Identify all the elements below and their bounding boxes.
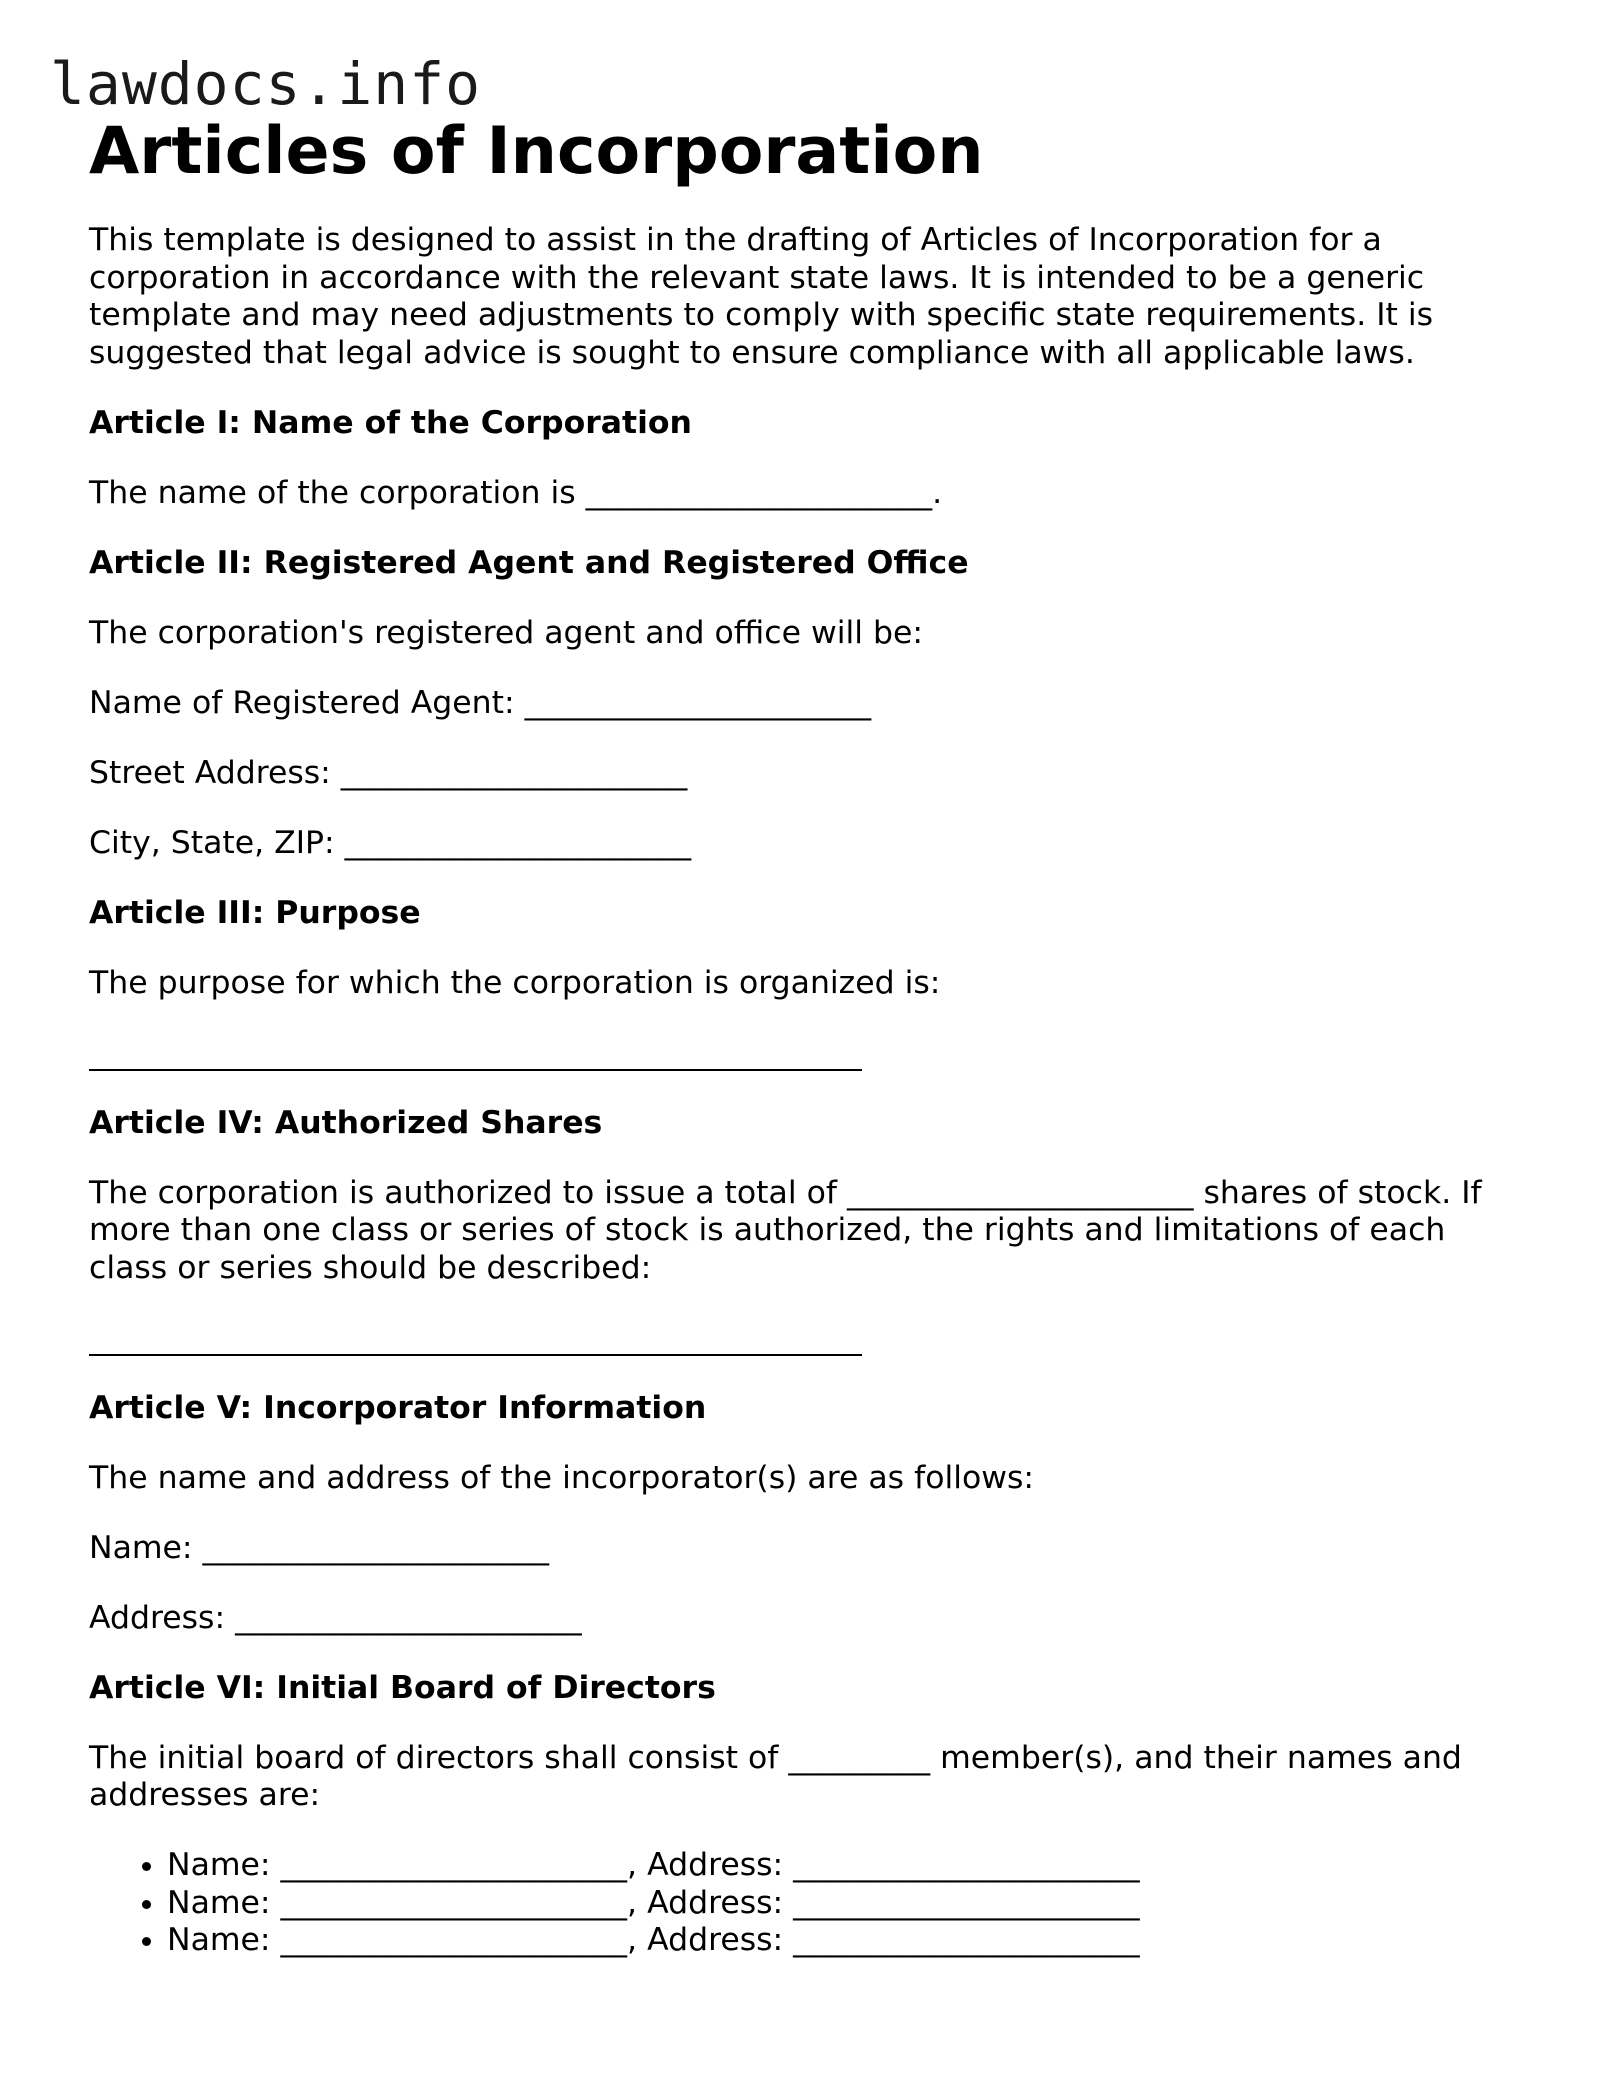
article-3-heading: Article III: Purpose (89, 894, 421, 931)
authorized-shares-paragraph: The corporation is authorized to issue a total of ______________________ shares of stock. If more than one class or series of stock is authorized, the rights and limitations of each class or series should be described: (89, 1174, 1482, 1286)
registered-agent-intro: The corporation's registered agent and office will be: (89, 614, 923, 651)
purpose-intro: The purpose for which the corporation is organized is: (89, 964, 941, 1001)
purpose-blank-line (89, 1035, 1529, 1073)
registered-agent-name-line: Name of Registered Agent: ______________________ (89, 684, 872, 721)
list-item: • Name: ______________________, Address: ______________________ (167, 1885, 1529, 1923)
share-classes-blank-line (89, 1320, 1529, 1358)
article-6-heading: Article VI: Initial Board of Directors (89, 1669, 716, 1706)
incorporator-address-line: Address: ______________________ (89, 1599, 582, 1636)
incorporator-intro: The name and address of the incorporator(s) are as follows: (89, 1459, 1035, 1496)
city-state-zip-line: City, State, ZIP: ______________________ (89, 824, 692, 861)
article-1-heading: Article I: Name of the Corporation (89, 404, 692, 441)
corporation-name-line: The name of the corporation is ______________________. (89, 474, 943, 511)
directors-list (89, 1847, 1529, 1960)
document-page (89, 112, 1529, 1960)
incorporator-name-line: Name: ______________________ (89, 1529, 550, 1566)
article-2-heading: Article II: Registered Agent and Registered Office (89, 544, 969, 581)
list-item: • Name: ______________________, Address: ______________________ (167, 1922, 1529, 1960)
site-watermark: lawdocs.info (50, 50, 482, 118)
article-5-heading: Article V: Incorporator Information (89, 1389, 707, 1426)
article-4-heading: Article IV: Authorized Shares (89, 1104, 603, 1141)
street-address-line: Street Address: ______________________ (89, 754, 688, 791)
intro-paragraph: This template is designed to assist in the drafting of Articles of Incorporation for a corporation in accordance with the relevant state laws. It is intended to be a generic template and may need adjustments to comply with specific state requirements. It is suggested that legal advice is sought to ensure compliance with all applicable laws. (89, 222, 1434, 371)
page-title: Articles of Incorporation (89, 114, 984, 189)
board-paragraph: The initial board of directors shall consist of _________ member(s), and their names and addresses are: (89, 1739, 1462, 1813)
list-item: • Name: ______________________, Address: ______________________ (167, 1847, 1529, 1885)
